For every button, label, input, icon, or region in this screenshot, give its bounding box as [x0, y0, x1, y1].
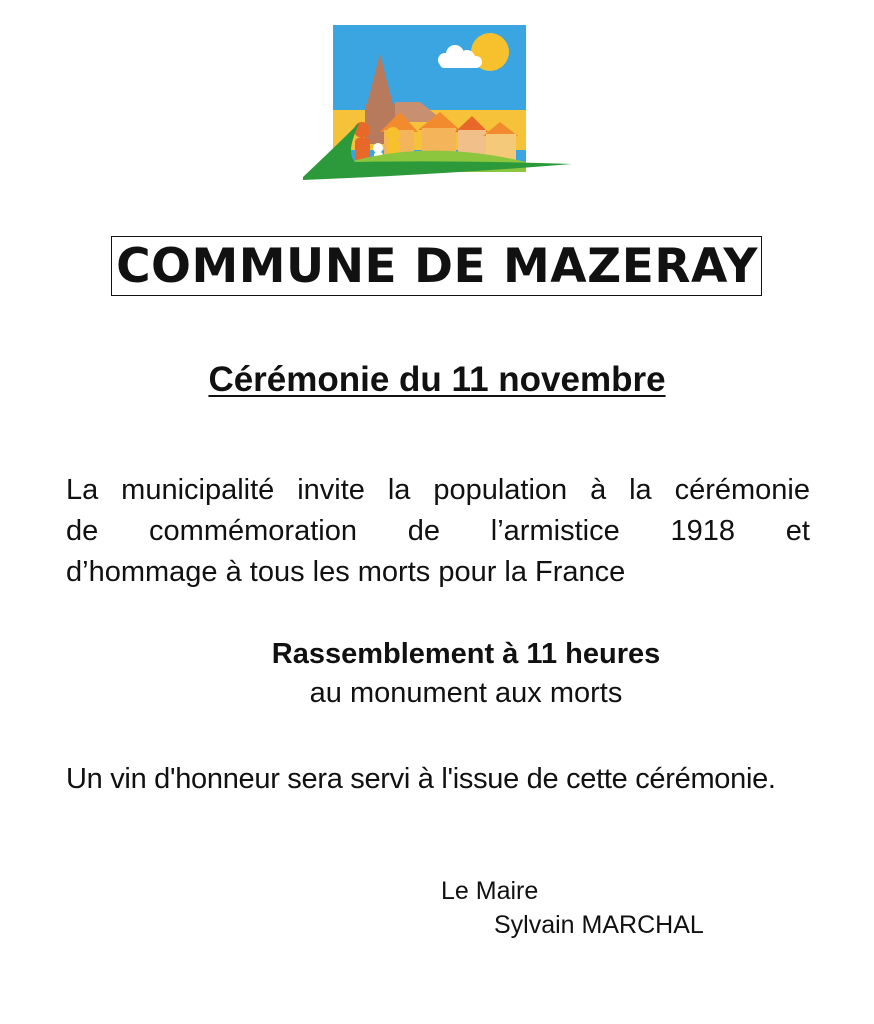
meeting-place: au monument aux morts [309, 677, 623, 709]
reception-text: Un vin d'honneur sera servi à l'issue de cette cérémonie. [66, 763, 776, 795]
invitation-line-3: d’hommage à tous les morts pour la France [66, 556, 626, 588]
signature-role: Le Maire [441, 877, 539, 905]
meeting-time: Rassemblement à 11 heures [271, 638, 661, 670]
commune-logo [300, 22, 575, 182]
signature-name: Sylvain MARCHAL [494, 911, 704, 939]
event-title: Cérémonie du 11 novembre [208, 360, 666, 399]
invitation-paragraph [66, 470, 810, 593]
event-title-wrap [0, 358, 874, 402]
invitation-line-1: La municipalité invite la population à la cérémonie [66, 474, 810, 506]
commune-title: COMMUNE DE MAZERAY [116, 239, 758, 294]
invitation-line-2: de commémoration de l’armistice 1918 et [66, 515, 810, 547]
meeting-block [0, 635, 874, 713]
